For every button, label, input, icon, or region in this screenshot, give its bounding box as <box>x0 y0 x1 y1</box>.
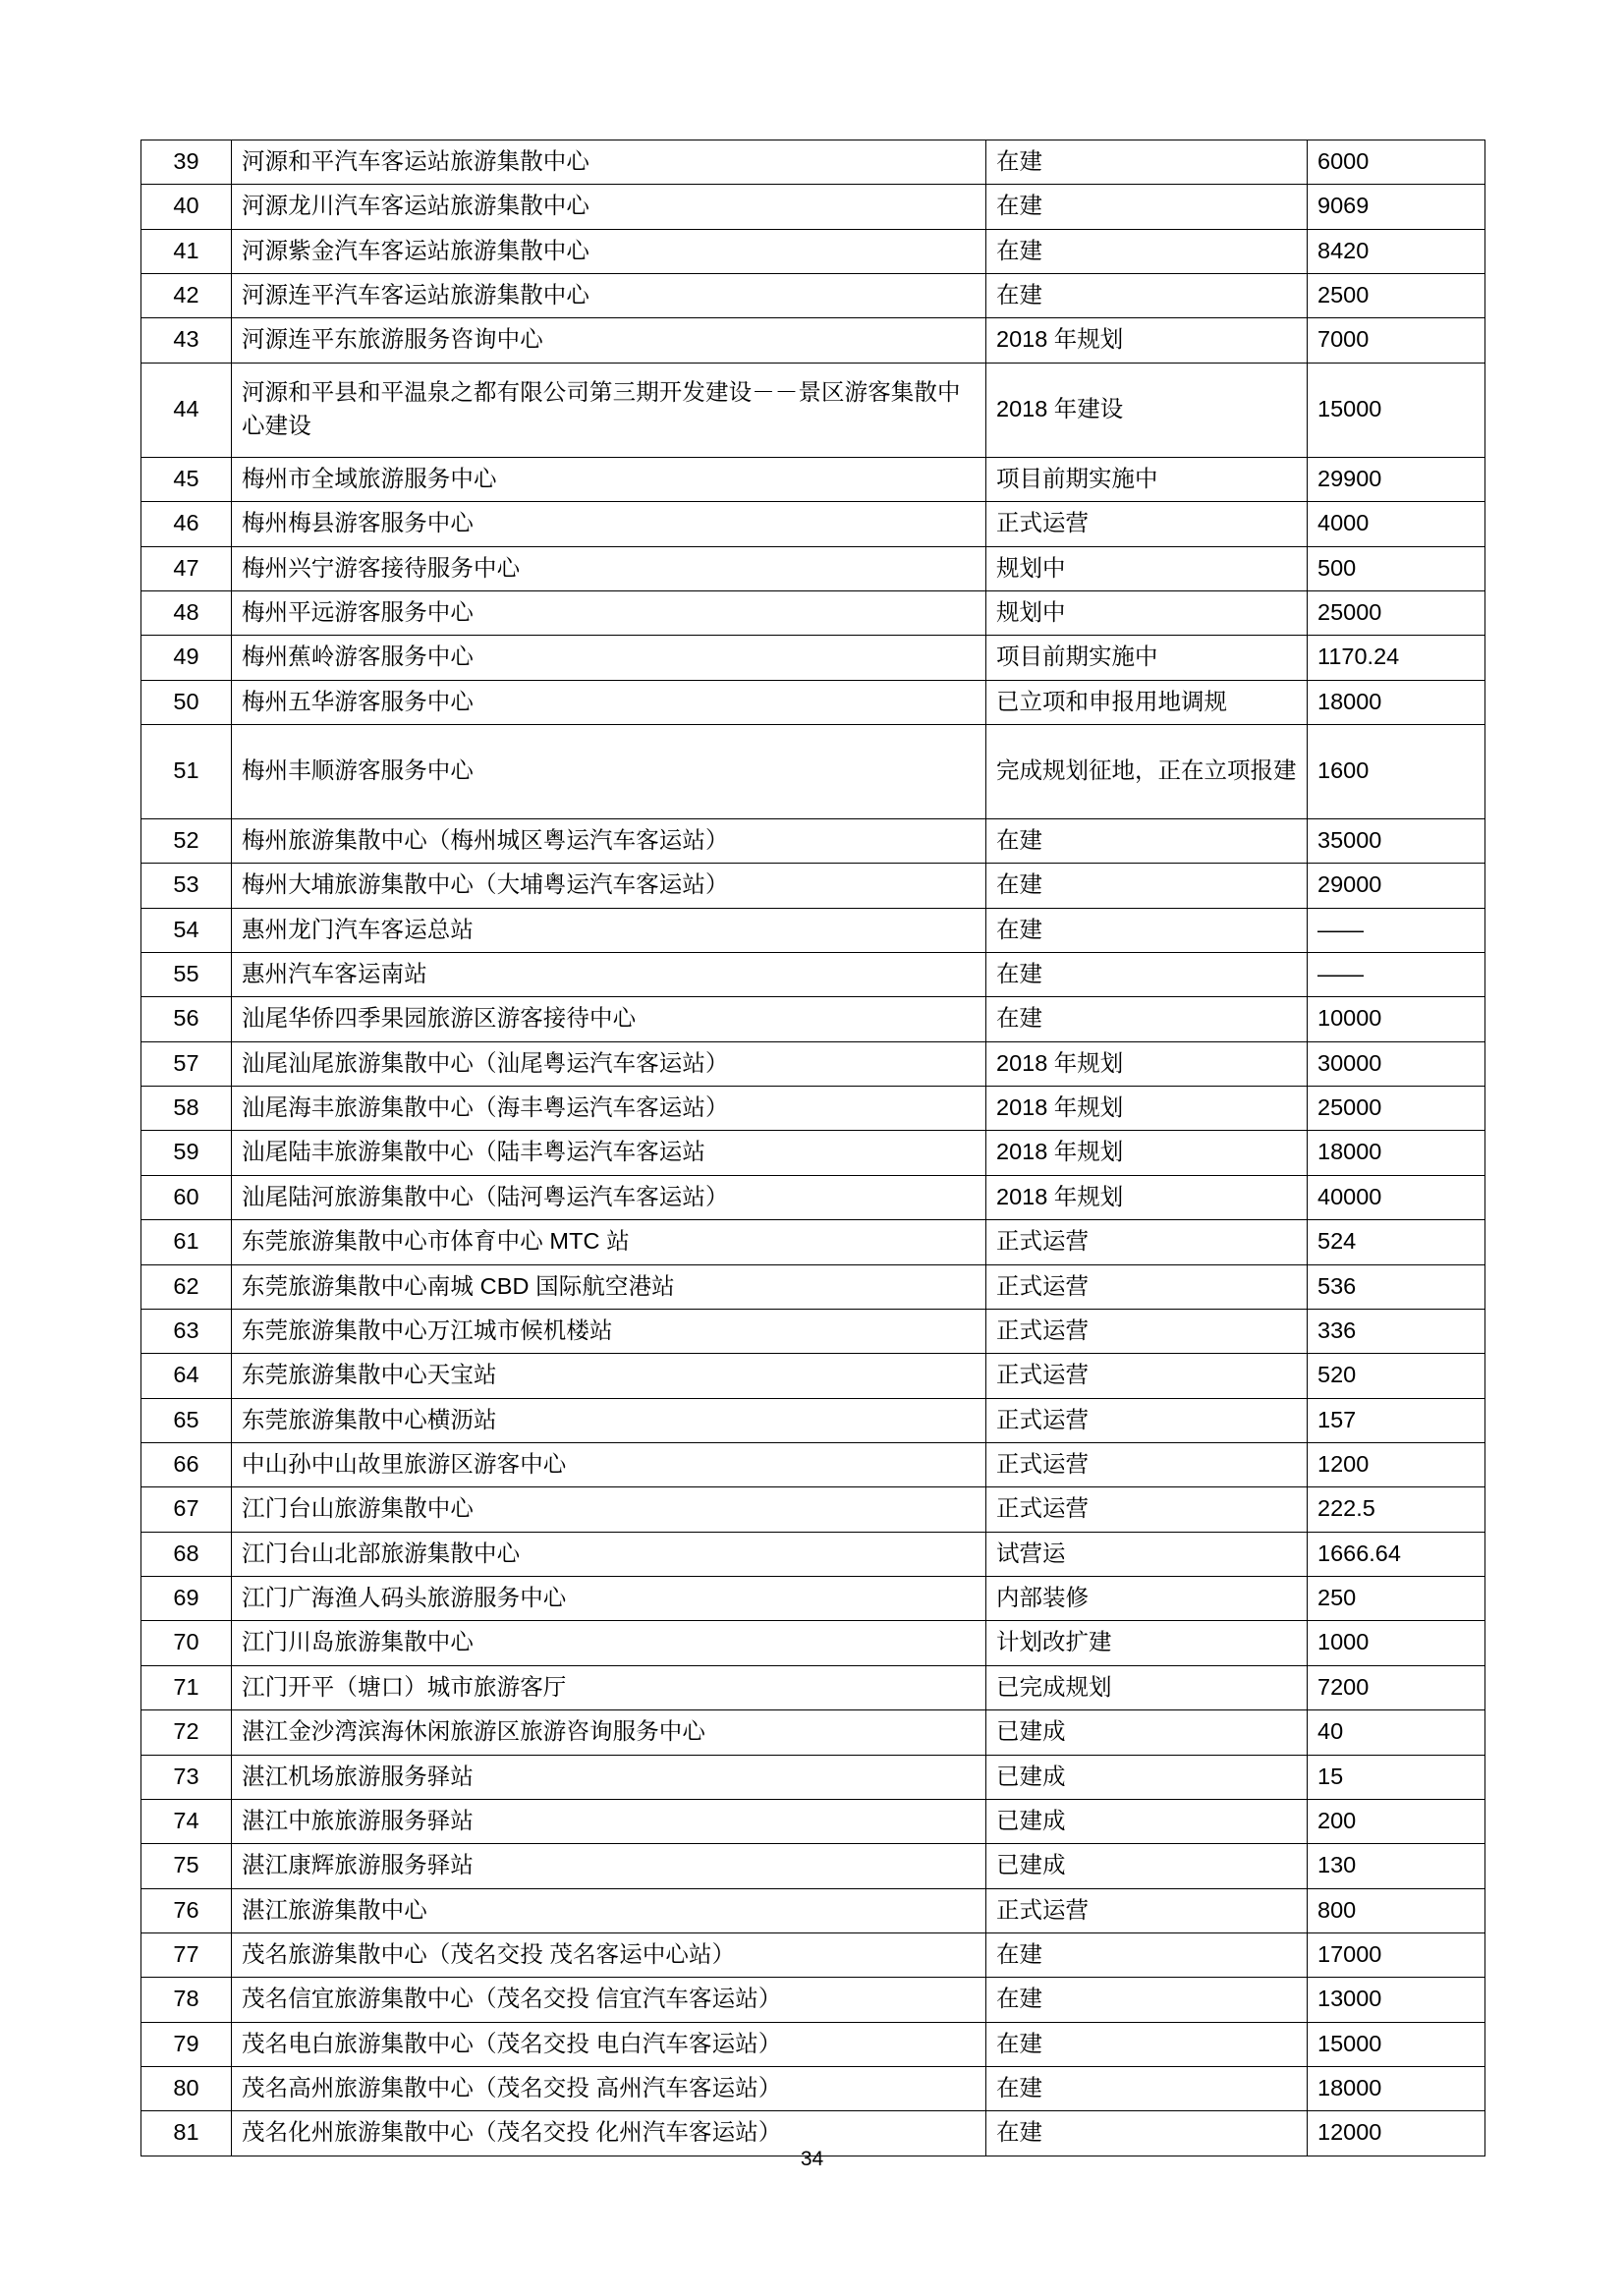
row-index-cell: 56 <box>141 997 232 1041</box>
page-number: 34 <box>800 2148 824 2170</box>
row-area-cell: 25000 <box>1308 1087 1485 1131</box>
row-name-cell: 湛江旅游集散中心 <box>232 1888 986 1932</box>
row-index-cell: 72 <box>141 1710 232 1755</box>
row-status-cell: 已立项和申报用地调规 <box>986 680 1308 724</box>
row-area-cell: 29900 <box>1308 457 1485 501</box>
row-name-cell: 东莞旅游集散中心万江城市候机楼站 <box>232 1309 986 1353</box>
row-area-cell: 13000 <box>1308 1978 1485 2022</box>
row-area-cell: 18000 <box>1308 1131 1485 1175</box>
row-index-cell: 65 <box>141 1398 232 1442</box>
row-name-cell: 江门台山北部旅游集散中心 <box>232 1532 986 1576</box>
row-area-cell: 40000 <box>1308 1175 1485 1219</box>
table-row <box>141 1354 1485 1398</box>
row-name-cell: 湛江机场旅游服务驿站 <box>232 1755 986 1799</box>
row-name-cell: 茂名信宜旅游集散中心（茂名交投 信宜汽车客运站） <box>232 1978 986 2022</box>
row-name-cell: 江门台山旅游集散中心 <box>232 1487 986 1532</box>
row-status-cell: 完成规划征地，正在立项报建 <box>986 724 1308 818</box>
row-name-cell: 河源和平县和平温泉之都有限公司第三期开发建设－－景区游客集散中心建设 <box>232 363 986 457</box>
row-status-cell: 在建 <box>986 274 1308 318</box>
row-index-cell: 64 <box>141 1354 232 1398</box>
table-row <box>141 1844 1485 1888</box>
row-index-cell: 53 <box>141 864 232 908</box>
row-area-cell: 520 <box>1308 1354 1485 1398</box>
row-name-cell: 汕尾陆丰旅游集散中心（陆丰粤运汽车客运站 <box>232 1131 986 1175</box>
row-name-cell: 茂名化州旅游集散中心（茂名交投 化州汽车客运站） <box>232 2111 986 2156</box>
row-name-cell: 梅州平远游客服务中心 <box>232 590 986 635</box>
row-status-cell: 计划改扩建 <box>986 1621 1308 1665</box>
row-index-cell: 59 <box>141 1131 232 1175</box>
row-index-cell: 61 <box>141 1220 232 1264</box>
row-index-cell: 71 <box>141 1665 232 1709</box>
row-index-cell: 67 <box>141 1487 232 1532</box>
row-name-cell: 东莞旅游集散中心横沥站 <box>232 1398 986 1442</box>
row-status-cell: 正式运营 <box>986 1309 1308 1353</box>
table-row <box>141 590 1485 635</box>
row-name-cell: 惠州汽车客运南站 <box>232 953 986 997</box>
row-index-cell: 74 <box>141 1799 232 1843</box>
row-status-cell: 正式运营 <box>986 502 1308 546</box>
row-status-cell: 在建 <box>986 997 1308 1041</box>
row-index-cell: 47 <box>141 546 232 590</box>
row-area-cell: 8420 <box>1308 229 1485 273</box>
row-status-cell: 2018 年规划 <box>986 1175 1308 1219</box>
table-row <box>141 1799 1485 1843</box>
row-status-cell: 2018 年规划 <box>986 1041 1308 1086</box>
table-body <box>141 140 1485 2156</box>
row-index-cell: 80 <box>141 2067 232 2111</box>
row-area-cell: 2500 <box>1308 274 1485 318</box>
row-index-cell: 78 <box>141 1978 232 2022</box>
tourism-center-table-wrapper <box>140 140 1484 2156</box>
row-status-cell: 规划中 <box>986 546 1308 590</box>
table-row <box>141 1577 1485 1621</box>
row-index-cell: 73 <box>141 1755 232 1799</box>
row-index-cell: 39 <box>141 140 232 185</box>
row-area-cell: 222.5 <box>1308 1487 1485 1532</box>
row-index-cell: 42 <box>141 274 232 318</box>
row-name-cell: 江门川岛旅游集散中心 <box>232 1621 986 1665</box>
row-index-cell: 57 <box>141 1041 232 1086</box>
table-row <box>141 1442 1485 1486</box>
row-area-cell: 800 <box>1308 1888 1485 1932</box>
row-status-cell: 正式运营 <box>986 1888 1308 1932</box>
table-row <box>141 1932 1485 1977</box>
row-name-cell: 江门广海渔人码头旅游服务中心 <box>232 1577 986 1621</box>
row-name-cell: 茂名电白旅游集散中心（茂名交投 电白汽车客运站） <box>232 2022 986 2066</box>
row-area-cell: 18000 <box>1308 2067 1485 2111</box>
row-index-cell: 45 <box>141 457 232 501</box>
table-row <box>141 953 1485 997</box>
row-name-cell: 梅州大埔旅游集散中心（大埔粤运汽车客运站） <box>232 864 986 908</box>
row-index-cell: 60 <box>141 1175 232 1219</box>
row-index-cell: 50 <box>141 680 232 724</box>
row-area-cell: 9069 <box>1308 185 1485 229</box>
row-status-cell: 在建 <box>986 2111 1308 2156</box>
row-area-cell: 17000 <box>1308 1932 1485 1977</box>
row-area-cell: 130 <box>1308 1844 1485 1888</box>
row-status-cell: 正式运营 <box>986 1354 1308 1398</box>
row-status-cell: 正式运营 <box>986 1398 1308 1442</box>
row-status-cell: 已建成 <box>986 1799 1308 1843</box>
row-status-cell: 2018 年建设 <box>986 363 1308 457</box>
table-row <box>141 1131 1485 1175</box>
row-status-cell: 正式运营 <box>986 1220 1308 1264</box>
row-status-cell: 规划中 <box>986 590 1308 635</box>
row-name-cell: 河源连平汽车客运站旅游集散中心 <box>232 274 986 318</box>
row-index-cell: 55 <box>141 953 232 997</box>
row-index-cell: 68 <box>141 1532 232 1576</box>
row-area-cell: 1200 <box>1308 1442 1485 1486</box>
row-name-cell: 茂名高州旅游集散中心（茂名交投 高州汽车客运站） <box>232 2067 986 2111</box>
row-name-cell: 惠州龙门汽车客运总站 <box>232 908 986 952</box>
row-index-cell: 49 <box>141 636 232 680</box>
row-area-cell: 1600 <box>1308 724 1485 818</box>
table-row <box>141 502 1485 546</box>
table-row <box>141 1175 1485 1219</box>
table-row <box>141 1888 1485 1932</box>
row-status-cell: 在建 <box>986 818 1308 863</box>
row-area-cell: —— <box>1308 908 1485 952</box>
table-row <box>141 864 1485 908</box>
table-row <box>141 1755 1485 1799</box>
row-area-cell: 15000 <box>1308 2022 1485 2066</box>
row-area-cell: 29000 <box>1308 864 1485 908</box>
row-status-cell: 2018 年规划 <box>986 318 1308 363</box>
row-area-cell: 1666.64 <box>1308 1532 1485 1576</box>
row-area-cell: 336 <box>1308 1309 1485 1353</box>
row-status-cell: 在建 <box>986 2067 1308 2111</box>
row-name-cell: 湛江金沙湾滨海休闲旅游区旅游咨询服务中心 <box>232 1710 986 1755</box>
table-row <box>141 1710 1485 1755</box>
row-index-cell: 62 <box>141 1264 232 1309</box>
row-area-cell: 4000 <box>1308 502 1485 546</box>
row-area-cell: 7000 <box>1308 318 1485 363</box>
row-name-cell: 汕尾汕尾旅游集散中心（汕尾粤运汽车客运站） <box>232 1041 986 1086</box>
row-name-cell: 梅州梅县游客服务中心 <box>232 502 986 546</box>
table-row <box>141 818 1485 863</box>
row-status-cell: 正式运营 <box>986 1264 1308 1309</box>
row-name-cell: 汕尾陆河旅游集散中心（陆河粤运汽车客运站） <box>232 1175 986 1219</box>
row-index-cell: 41 <box>141 229 232 273</box>
row-area-cell: 157 <box>1308 1398 1485 1442</box>
table-row <box>141 318 1485 363</box>
row-index-cell: 81 <box>141 2111 232 2156</box>
row-status-cell: 内部装修 <box>986 1577 1308 1621</box>
row-name-cell: 梅州五华游客服务中心 <box>232 680 986 724</box>
row-area-cell: 10000 <box>1308 997 1485 1041</box>
row-index-cell: 63 <box>141 1309 232 1353</box>
table-row <box>141 1264 1485 1309</box>
row-area-cell: 15 <box>1308 1755 1485 1799</box>
row-index-cell: 44 <box>141 363 232 457</box>
row-area-cell: 500 <box>1308 546 1485 590</box>
row-status-cell: 在建 <box>986 864 1308 908</box>
row-area-cell: 250 <box>1308 1577 1485 1621</box>
row-status-cell: 项目前期实施中 <box>986 457 1308 501</box>
row-area-cell: 524 <box>1308 1220 1485 1264</box>
table-row <box>141 1978 1485 2022</box>
row-area-cell: 200 <box>1308 1799 1485 1843</box>
table-row <box>141 185 1485 229</box>
row-index-cell: 75 <box>141 1844 232 1888</box>
table-row <box>141 546 1485 590</box>
table-row <box>141 363 1485 457</box>
table-row <box>141 274 1485 318</box>
table-row <box>141 457 1485 501</box>
row-name-cell: 河源紫金汽车客运站旅游集散中心 <box>232 229 986 273</box>
row-name-cell: 东莞旅游集散中心南城 CBD 国际航空港站 <box>232 1264 986 1309</box>
row-area-cell: 1170.24 <box>1308 636 1485 680</box>
row-area-cell: 1000 <box>1308 1621 1485 1665</box>
row-status-cell: 在建 <box>986 140 1308 185</box>
row-name-cell: 中山孙中山故里旅游区游客中心 <box>232 1442 986 1486</box>
row-area-cell: 15000 <box>1308 363 1485 457</box>
table-row <box>141 724 1485 818</box>
row-status-cell: 已建成 <box>986 1755 1308 1799</box>
row-status-cell: 试营运 <box>986 1532 1308 1576</box>
row-index-cell: 70 <box>141 1621 232 1665</box>
table-row <box>141 1532 1485 1576</box>
row-name-cell: 汕尾华侨四季果园旅游区游客接待中心 <box>232 997 986 1041</box>
row-name-cell: 梅州蕉岭游客服务中心 <box>232 636 986 680</box>
table-row <box>141 680 1485 724</box>
row-area-cell: 6000 <box>1308 140 1485 185</box>
row-name-cell: 梅州旅游集散中心（梅州城区粤运汽车客运站） <box>232 818 986 863</box>
row-name-cell: 河源龙川汽车客运站旅游集散中心 <box>232 185 986 229</box>
row-name-cell: 河源连平东旅游服务咨询中心 <box>232 318 986 363</box>
row-status-cell: 在建 <box>986 908 1308 952</box>
row-status-cell: 项目前期实施中 <box>986 636 1308 680</box>
table-row <box>141 229 1485 273</box>
row-name-cell: 汕尾海丰旅游集散中心（海丰粤运汽车客运站） <box>232 1087 986 1131</box>
table-row <box>141 2022 1485 2066</box>
table-row <box>141 1041 1485 1086</box>
row-status-cell: 2018 年规划 <box>986 1131 1308 1175</box>
row-index-cell: 76 <box>141 1888 232 1932</box>
row-index-cell: 58 <box>141 1087 232 1131</box>
row-index-cell: 51 <box>141 724 232 818</box>
row-name-cell: 东莞旅游集散中心市体育中心 MTC 站 <box>232 1220 986 1264</box>
row-status-cell: 正式运营 <box>986 1487 1308 1532</box>
row-area-cell: —— <box>1308 953 1485 997</box>
table-row <box>141 997 1485 1041</box>
table-row <box>141 1398 1485 1442</box>
row-status-cell: 在建 <box>986 2022 1308 2066</box>
table-row <box>141 140 1485 185</box>
row-area-cell: 7200 <box>1308 1665 1485 1709</box>
row-index-cell: 79 <box>141 2022 232 2066</box>
row-index-cell: 40 <box>141 185 232 229</box>
row-name-cell: 梅州丰顺游客服务中心 <box>232 724 986 818</box>
table-row <box>141 1487 1485 1532</box>
row-name-cell: 茂名旅游集散中心（茂名交投 茂名客运中心站） <box>232 1932 986 1977</box>
row-index-cell: 46 <box>141 502 232 546</box>
row-name-cell: 梅州市全域旅游服务中心 <box>232 457 986 501</box>
row-status-cell: 已建成 <box>986 1844 1308 1888</box>
row-status-cell: 已建成 <box>986 1710 1308 1755</box>
row-index-cell: 43 <box>141 318 232 363</box>
table-row <box>141 1621 1485 1665</box>
tourism-center-table <box>140 140 1485 2156</box>
row-area-cell: 536 <box>1308 1264 1485 1309</box>
row-status-cell: 在建 <box>986 953 1308 997</box>
row-index-cell: 48 <box>141 590 232 635</box>
row-status-cell: 在建 <box>986 185 1308 229</box>
row-area-cell: 12000 <box>1308 2111 1485 2156</box>
row-area-cell: 30000 <box>1308 1041 1485 1086</box>
row-status-cell: 已完成规划 <box>986 1665 1308 1709</box>
table-row <box>141 1087 1485 1131</box>
row-area-cell: 40 <box>1308 1710 1485 1755</box>
row-status-cell: 在建 <box>986 1978 1308 2022</box>
row-status-cell: 正式运营 <box>986 1442 1308 1486</box>
row-index-cell: 54 <box>141 908 232 952</box>
row-name-cell: 湛江中旅旅游服务驿站 <box>232 1799 986 1843</box>
row-name-cell: 江门开平（塘口）城市旅游客厅 <box>232 1665 986 1709</box>
row-name-cell: 湛江康辉旅游服务驿站 <box>232 1844 986 1888</box>
row-name-cell: 东莞旅游集散中心天宝站 <box>232 1354 986 1398</box>
table-row <box>141 2067 1485 2111</box>
row-name-cell: 梅州兴宁游客接待服务中心 <box>232 546 986 590</box>
row-status-cell: 在建 <box>986 229 1308 273</box>
row-index-cell: 77 <box>141 1932 232 1977</box>
row-index-cell: 66 <box>141 1442 232 1486</box>
row-status-cell: 在建 <box>986 1932 1308 1977</box>
row-name-cell: 河源和平汽车客运站旅游集散中心 <box>232 140 986 185</box>
table-row <box>141 1665 1485 1709</box>
row-area-cell: 18000 <box>1308 680 1485 724</box>
table-row <box>141 636 1485 680</box>
table-row <box>141 1220 1485 1264</box>
row-area-cell: 35000 <box>1308 818 1485 863</box>
table-row <box>141 908 1485 952</box>
row-index-cell: 69 <box>141 1577 232 1621</box>
row-area-cell: 25000 <box>1308 590 1485 635</box>
row-status-cell: 2018 年规划 <box>986 1087 1308 1131</box>
row-index-cell: 52 <box>141 818 232 863</box>
table-row <box>141 1309 1485 1353</box>
